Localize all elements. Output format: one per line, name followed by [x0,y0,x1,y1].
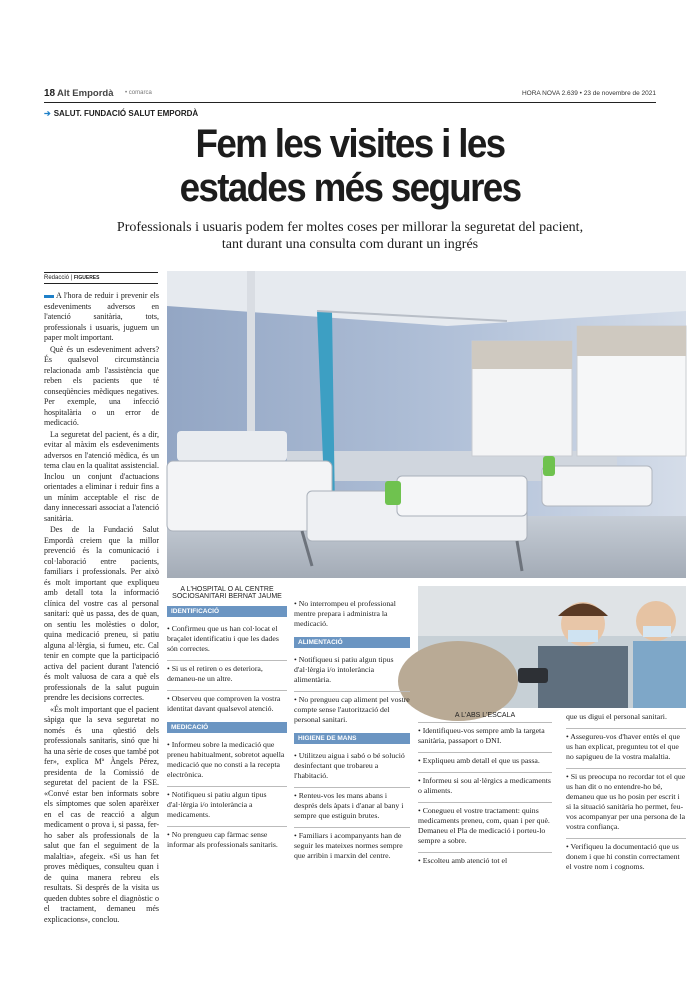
tip-item: • Notifiqueu si patiu algun tipus d'al·lèrgia i/o intolerància alimentària. [294,655,394,684]
tip-list [294,596,410,635]
tip-item: • Utilitzeu aigua i sabó o bé solució desinfectant que trobareu a l'habitació. [294,751,405,780]
tip-list [294,652,410,731]
box-caption: A L'HOSPITAL O AL CENTRE SOCIOSANITARI BERNAT JAUME [172,586,282,600]
tip-item: • Confirmeu que us han col·locat el braçalet identificatiu i que les dades són correctes. [167,624,279,653]
kicker-text: FUNDACIÓ SALUT EMPORDÀ [83,109,199,118]
box-heading: ALIMENTACIÓ [294,637,410,648]
tip-list [294,748,410,867]
body-paragraph: La seguretat del pacient, és a dir, evitar al màxim els esdeveniments adversos en l'atenció mèdica, és un tema clau en la qualitat assistencial. Inclou un conjunt d'actuacions orientades a eliminar i reduir fins a un mínim acceptable el risc de dany innecessari associat a l'atenció sanitària. [44,429,159,523]
tip-item: • No prengueu cap fàrmac sense informar als professionals sanitaris. [167,826,287,856]
tip-item: que us digui el personal sanitari. [566,712,667,721]
abs-box-column-2 [566,712,686,906]
hospital-room-photo [167,271,686,578]
kicker [44,109,198,118]
tip-list [566,712,686,878]
byline-author: Redacció | [44,275,73,281]
tip-item: • No interrompeu el professional mentre prepara i administra la medicació. [294,599,396,628]
body-paragraph: «És molt important que el pacient sàpiga que la seva seguretat no només és una qüestió dels professionals sanitaris, sinó que hi ha una sèrie de coses que també pot fer», explica Mª Àngels Pérez, presidenta de la Comissió de seguretat del pacient de la FSE. «Convé estar ben informats sobre els símptomes que solen aparèixer en el cas de reacció a algun medicament o prova i, si passa, fer-ho saber als professionals de la salut que fan el seguiment de la malaltia», afegeix. «Si us han fet proves mèdiques, consulteu quan i de quina manera rebreu els resultats. Si després de la visita us queden dubtes sobre el diagnòstic o el tractament, demaneu més explicacions», conclou. [44,704,159,924]
tip-item: • Renteu-vos les mans abans i després dels àpats i d'anar al bany i sempre que estiguin brutes. [294,787,410,827]
tip-list [167,737,287,856]
tip-item: • Informeu sobre la medicació que preneu habitualment, sobretot aquella medicació que no consti a la recepta electrònica. [167,740,285,779]
hospital-box-column-2 [294,596,410,906]
subheadline: Professionals i usuaris podem fer moltes coses per millorar la seguretat del pacient, tant durant una consulta com durant un ingrés [116,220,584,252]
tip-item: • Expliqueu amb detall el que us passa. [418,752,552,772]
tip-item: • Conegueu el vostre tractament: quins medicaments preneu, com, quan i per què. Demaneu el Pla de medicació i porteu-lo sempre a sobre. [418,802,552,852]
tip-list [167,621,287,720]
tip-item: • Observeu que comproven la vostra identitat davant qualsevol atenció. [167,690,287,720]
box-heading: MEDICACIÓ [167,722,287,733]
tip-item: • Si us preocupa no recordar tot el que us han dit o no entendre-ho bé, demaneu que us ho posin per escrit i si la situació sanitària ho permet, feu-vos acompanyar per una persona de la vostra confiança. [566,768,686,838]
body-paragraph: Des de la Fundació Salut Empordà creiem que la millor prevenció és la comunicació i col·laboració entre pacients, familiars i professionals. Per això és molt important que expliqueu amb detall tota la informació clínica del vostre cas al personal sanitari: què us passa, des de quan, on sentiu les molèsties o dolor, quina medicació preneu, si patiu alguna al·lèrgia, si fumeu, etc. Cal tenir en compte que la participació activa del pacient durant l'atenció és molt valuosa de cara a què els professionals de la salut puguin prendre les decisions correctes. [44,525,159,702]
subsection-name: • comarca [125,90,152,96]
tip-item: • Notifiqueu si patiu algun tipus d'al·lèrgia i/o intolerància a medicaments. [167,786,287,826]
tip-item: • Escolteu amb atenció tot el [418,852,552,872]
body-paragraph: A l'hora de reduir i prevenir els esdeveniments adversos en l'atenció sanitària, tots, professionals i usuaris, juguem un paper molt important. [44,291,159,342]
tip-item: • No prengueu cap aliment pel vostre compte sense l'autorització del personal sanitari. [294,691,410,731]
byline [44,272,158,281]
hospital-box-column-1 [167,586,287,906]
tip-list [418,723,552,872]
body-paragraph: Què és un esdeveniment advers? És qualsevol circumstància relacionada amb l'assistència que reben els pacients que té conseqüències mèdiques negatives. Per exemple, una infecció hospitalària o un error de medicació. [44,344,159,427]
tip-item: • Familiars i acompanyants han de seguir les mateixes normes sempre que arribin i marxin del centre. [294,827,410,867]
abs-box-column-1 [418,712,552,906]
nurses-photo [418,586,686,708]
page-number: 18 [44,88,56,99]
box-heading: IDENTIFICACIÓ [167,606,287,617]
page-header [44,88,656,103]
issue-info: HORA NOVA 2.639 • 23 de novembre de 2021 [521,90,656,97]
box-heading: HIGIENE DE MANS [294,733,410,744]
lead-marker [44,295,54,298]
tip-item: • Verifiqueu la documentació que us donem i que hi constin correctament el vostre nom i cognoms. [566,838,686,878]
tip-item: • Identifiqueu-vos sempre amb la targeta sanitària, passaport o DNI. [418,726,545,745]
article-body [44,291,159,924]
tip-item: • Si us el retiren o es deteriora, demaneu-ne un altre. [167,660,287,690]
section-name: Alt Empordà [57,88,114,99]
kicker-label: SALUT. [53,109,82,118]
tip-item: • Informeu si sou al·lèrgics a medicaments o aliments. [418,772,552,802]
tip-item: • Assegureu-vos d'haver entès el que us han explicat, pregunteu tot el que no sapigueu de la vostra malaltia. [566,728,686,768]
headline: Fem les visites i les estades més segures [179,122,521,210]
arrow-right-icon: ➔ [44,109,51,118]
byline-rule [44,283,158,284]
box-caption: A L'ABS L'ESCALA [418,712,552,723]
byline-place: FIGUERES [73,275,100,281]
